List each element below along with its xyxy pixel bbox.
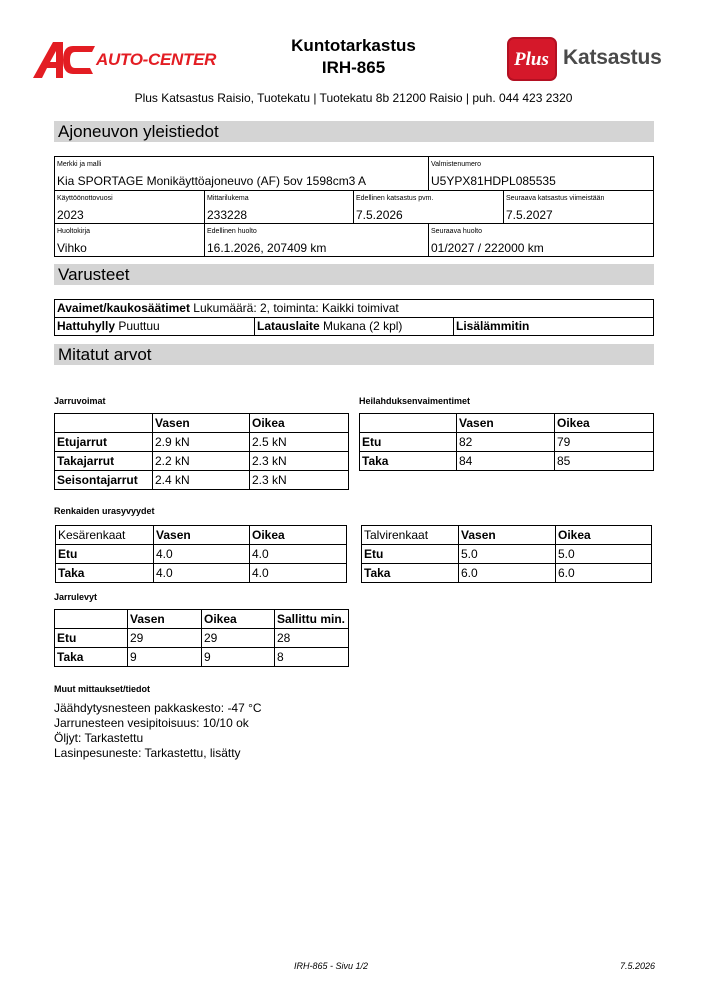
charger-cell: [254, 317, 454, 336]
table-header: Vasen: [153, 414, 250, 433]
table-cell: Talvirenkaat: [362, 526, 459, 545]
vin-label: Valmistenumero: [431, 161, 482, 168]
list-item: Öljyt: Tarkastettu: [54, 731, 144, 745]
table-row-label: Etu: [360, 433, 457, 452]
table-cell: 9: [202, 648, 275, 667]
table-row-label: Taka: [56, 564, 154, 583]
table-row-label: Takajarrut: [55, 452, 153, 471]
table-row-label: Taka: [360, 452, 457, 471]
service-book-label: Huoltokirja: [57, 228, 91, 235]
table-cell: 29: [202, 629, 275, 648]
table-header: Oikea: [555, 414, 654, 433]
table-cell: 84: [457, 452, 555, 471]
make-cell: [54, 156, 429, 191]
service-book-cell: [54, 223, 205, 257]
table-header: Vasen: [457, 414, 555, 433]
keys-value: Lukumäärä: 2, toiminta: Kaikki toimivat: [193, 301, 399, 315]
charger-value: Mukana (2 kpl): [323, 319, 403, 333]
table-row: [56, 545, 347, 564]
vin-value: U5YPX81HDPL085535: [431, 174, 556, 188]
discs-table: [54, 609, 349, 667]
make-value: Kia SPORTAGE Monikäyttöajoneuvo (AF) 5ov 1598cm3 A: [57, 174, 367, 188]
table-row-label: Etu: [56, 545, 154, 564]
shelf-value: Puuttuu: [118, 319, 160, 333]
table-cell: 4.0: [154, 545, 250, 564]
year-cell: [54, 190, 205, 224]
footer-date: 7.5.2026: [620, 961, 656, 971]
shocks-title: Heilahduksenvaimentimet: [359, 396, 471, 406]
last-service-value: 16.1.2026, 207409 km: [207, 241, 327, 255]
winter-tires-table: [361, 525, 652, 583]
table-cell: 2.2 kN: [153, 452, 250, 471]
table-row: [55, 452, 349, 471]
table-cell: 5.0: [459, 545, 556, 564]
plus-badge: [507, 37, 557, 81]
table-header: Vasen: [154, 526, 250, 545]
table-row-label: Etujarrut: [55, 433, 153, 452]
table-row-label: Taka: [362, 564, 459, 583]
next-service-value: 01/2027 / 222000 km: [431, 241, 544, 255]
table-row: [55, 629, 349, 648]
table-cell: 85: [555, 452, 654, 471]
list-item: Lasinpesuneste: Tarkastettu, lisätty: [54, 746, 241, 760]
table-cell: 2.4 kN: [153, 471, 250, 490]
table-cell: 29: [128, 629, 202, 648]
table-header: Sallittu min.: [275, 610, 349, 629]
table-cell: [55, 610, 128, 629]
table-row-label: Etu: [362, 545, 459, 564]
tires-title: Renkaiden urasyvyydet: [54, 506, 155, 516]
table-row: [55, 433, 349, 452]
station-address: Plus Katsastus Raisio, Tuotekatu | Tuotekatu 8b 21200 Raisio | puh. 044 423 2320: [134, 91, 573, 105]
service-book-value: Vihko: [57, 241, 87, 255]
table-row-label: Seisontajarrut: [55, 471, 153, 490]
table-cell: Kesärenkaat: [56, 526, 154, 545]
heater-cell: [453, 317, 654, 336]
year-label: Käyttöönottovuosi: [57, 195, 113, 202]
table-cell: 2.3 kN: [250, 471, 349, 490]
table-cell: 2.3 kN: [250, 452, 349, 471]
odometer-value: 233228: [207, 208, 248, 222]
table-cell: 5.0: [556, 545, 652, 564]
keys-label: Avaimet/kaukosäätimet: [57, 301, 190, 315]
table-cell: 4.0: [154, 564, 250, 583]
katsastus-word: Katsastus: [563, 46, 662, 69]
table-row: [55, 648, 349, 667]
discs-title: Jarrulevyt: [54, 592, 98, 602]
table-row-label: Etu: [55, 629, 128, 648]
table-header: Oikea: [250, 414, 349, 433]
shelf-label: Hattuhylly: [57, 319, 116, 333]
next-service-label: Seuraava huolto: [431, 228, 482, 235]
table-cell: [55, 414, 153, 433]
next-inspection-cell: [503, 190, 654, 224]
table-cell: 2.9 kN: [153, 433, 250, 452]
table-header: Oikea: [250, 526, 347, 545]
table-cell: 9: [128, 648, 202, 667]
table-row: [362, 564, 652, 583]
document-title: Kuntotarkastus: [291, 36, 416, 55]
table-header: Oikea: [202, 610, 275, 629]
auto-center-logo-text: AUTO-CENTER: [96, 50, 217, 69]
heater-label: Lisälämmitin: [456, 319, 530, 333]
odometer-label: Mittarilukema: [207, 195, 249, 202]
table-header: Vasen: [459, 526, 556, 545]
table-row: [362, 545, 652, 564]
charger-label: Latauslaite: [257, 319, 320, 333]
summer-tires-table: [55, 525, 347, 583]
table-cell: 2.5 kN: [250, 433, 349, 452]
table-cell: [360, 414, 457, 433]
table-cell: 28: [275, 629, 349, 648]
brakes-title: Jarruvoimat: [54, 396, 106, 406]
last-service-label: Edellinen huolto: [207, 228, 257, 235]
table-cell: 4.0: [250, 564, 347, 583]
table-cell: 82: [457, 433, 555, 452]
next-inspection-value: 7.5.2027: [506, 208, 553, 222]
section-measured-title: Mitatut arvot: [54, 344, 654, 365]
plus-badge-text: Plus: [514, 49, 549, 70]
shelf-cell: [54, 317, 255, 336]
plus-katsastus-logo: [507, 37, 677, 81]
table-row-label: Taka: [55, 648, 128, 667]
brakes-table: [54, 413, 349, 490]
next-service-cell: [428, 223, 654, 257]
misc-list: [54, 701, 262, 761]
table-row: [56, 526, 347, 545]
year-value: 2023: [57, 208, 84, 222]
last-inspection-cell: [353, 190, 504, 224]
table-row: [360, 452, 654, 471]
table-cell: 6.0: [459, 564, 556, 583]
last-inspection-label: Edellinen katsastus pvm.: [356, 195, 434, 202]
misc-title: Muut mittaukset/tiedot: [54, 684, 150, 694]
next-inspection-label: Seuraava katsastus viimeistään: [506, 195, 605, 202]
last-service-cell: [204, 223, 429, 257]
table-row: [56, 564, 347, 583]
table-header: Oikea: [556, 526, 652, 545]
keys-row: [54, 299, 654, 318]
table-row: [55, 414, 349, 433]
table-row: [55, 610, 349, 629]
table-row: [362, 526, 652, 545]
table-row: [55, 471, 349, 490]
section-equipment-title: Varusteet: [54, 264, 654, 285]
plate-number: IRH-865: [321, 58, 386, 77]
table-header: Vasen: [128, 610, 202, 629]
table-row: [360, 414, 654, 433]
table-cell: 6.0: [556, 564, 652, 583]
odometer-cell: [204, 190, 354, 224]
list-item: Jäähdytysnesteen pakkaskesto: -47 °C: [54, 701, 262, 715]
section-general-title: Ajoneuvon yleistiedot: [54, 121, 654, 142]
table-row: [360, 433, 654, 452]
footer-page: IRH-865 - Sivu 1/2: [294, 961, 369, 971]
last-inspection-value: 7.5.2026: [356, 208, 403, 222]
table-cell: 8: [275, 648, 349, 667]
vin-cell: [428, 156, 654, 191]
list-item: Jarrunesteen vesipitoisuus: 10/10 ok: [54, 716, 249, 730]
table-cell: 4.0: [250, 545, 347, 564]
make-label: Merkki ja malli: [57, 161, 102, 168]
shocks-table: [359, 413, 654, 471]
table-cell: 79: [555, 433, 654, 452]
